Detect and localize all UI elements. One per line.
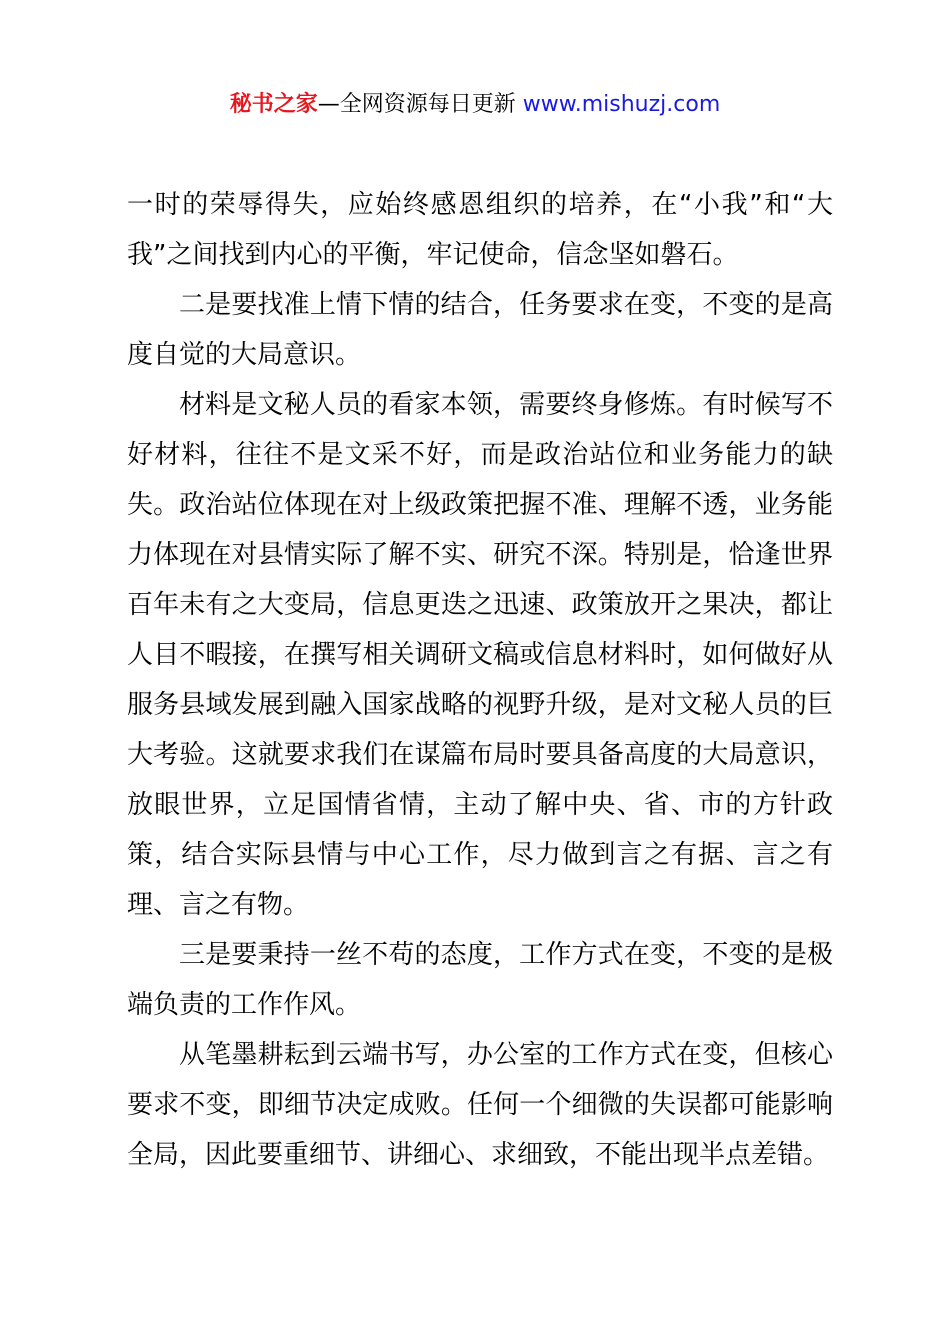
header-tagline: —全网资源每日更新 — [317, 92, 523, 117]
document-body — [127, 180, 833, 1180]
paragraph-materials: 材料是文秘人员的看家本领，需要终身修炼。有时候写不好材料，往往不是文采不好，而是政治站位和业务能力的缺失。政治站位体现在对上级政策把握不准、理解不透，业务能力体现在对县情实际了解不实、研究不深。特别是，恰逢世界百年未有之大变局，信息更迭之迅速、政策放开之果决，都让人目不暇接，在撰写相关调研文稿或信息材料时，如何做好从服务县域发展到融入国家战略的视野升级，是对文秘人员的巨大考验。这就要求我们在谋篇布局时要具备高度的大局意识，放眼世界，立足国情省情，主动了解中央、省、市的方针政策，结合实际县情与中心工作，尽力做到言之有据、言之有理、言之有物。 — [127, 390, 833, 920]
section-heading-2: 二是要找准上情下情的结合，任务要求在变，不变的是高度自觉的大局意识。 — [127, 290, 833, 370]
paragraph-continuation: 一时的荣辱得失，应始终感恩组织的培养，在“小我”和“大我”之间找到内心的平衡，牢记使命，信念坚如磐石。 — [127, 190, 833, 270]
paragraph-work-style: 从笔墨耕耘到云端书写，办公室的工作方式在变，但核心要求不变，即细节决定成败。任何一个细微的失误都可能影响全局，因此要重细节、讲细心、求细致，不能出现半点差错。 — [127, 1040, 833, 1170]
site-url-link[interactable]: www.mishuzj.com — [522, 92, 721, 117]
brand-name: 秘书之家 — [229, 92, 318, 117]
section-heading-3: 三是要秉持一丝不苟的态度，工作方式在变，不变的是极端负责的工作作风。 — [127, 940, 833, 1020]
site-header — [0, 88, 950, 122]
